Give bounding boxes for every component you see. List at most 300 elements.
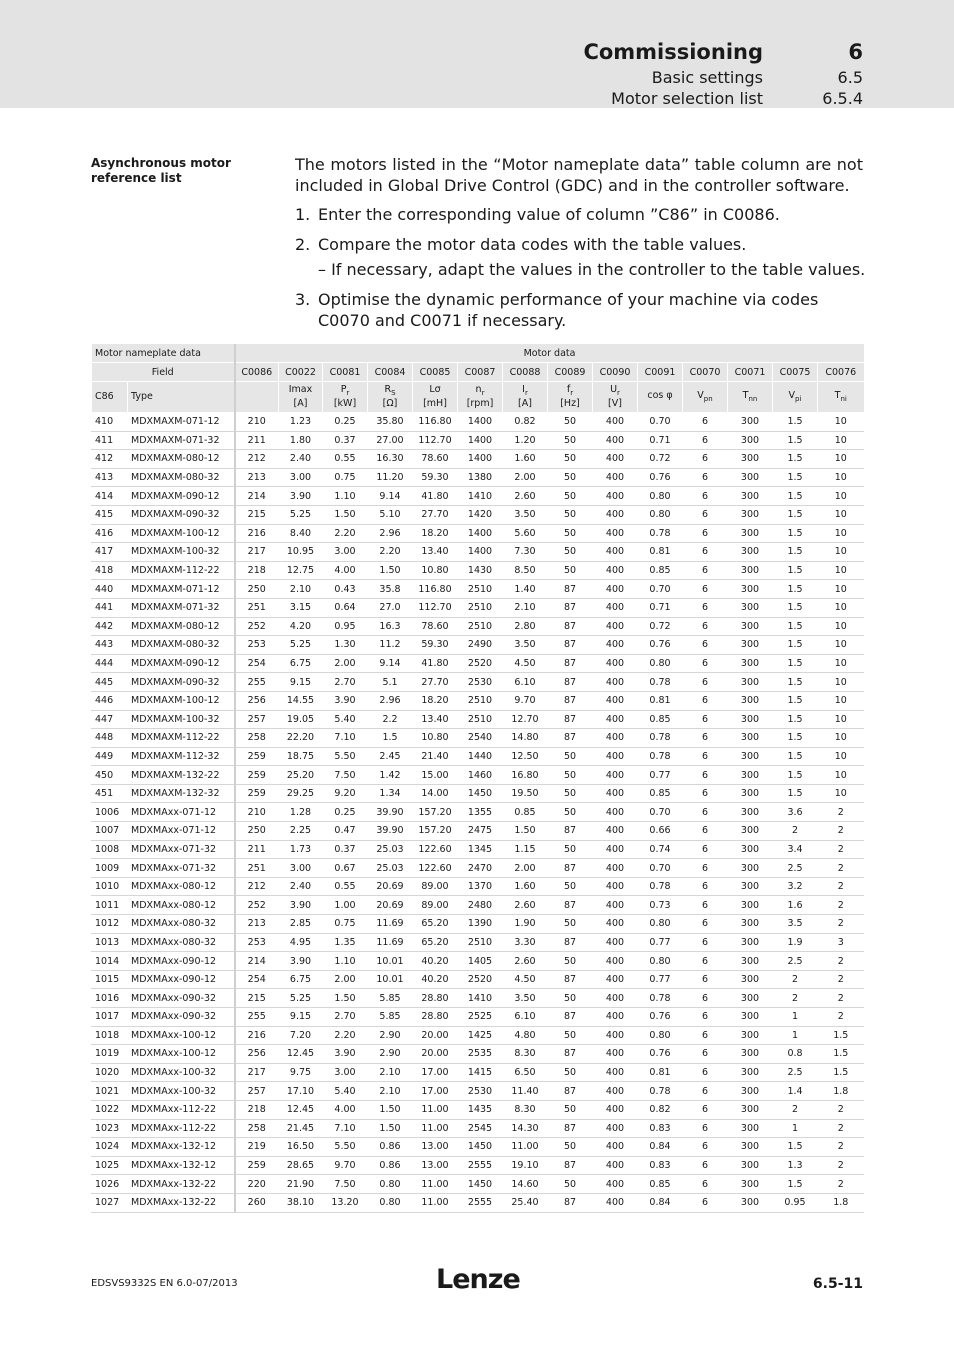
table-cell: 10.01 <box>368 970 413 989</box>
table-cell: 216 <box>235 1026 279 1045</box>
table-cell: MDXMAXM-071-32 <box>128 431 235 450</box>
table-cell: 414 <box>92 487 128 506</box>
table-cell: 13.00 <box>413 1156 458 1175</box>
table-cell: 65.20 <box>413 915 458 934</box>
table-cell: 7.50 <box>323 1175 368 1194</box>
table-cell: 20.69 <box>368 877 413 896</box>
table-cell: 2 <box>818 915 864 934</box>
table-cell: 1.8 <box>818 1193 864 1212</box>
table-cell: 9.70 <box>503 691 548 710</box>
table-cell: 0.80 <box>638 654 683 673</box>
table-cell: 6 <box>683 729 728 748</box>
table-cell: 6 <box>683 859 728 878</box>
table-cell: 10 <box>818 431 864 450</box>
table-cell: 1 <box>773 1119 818 1138</box>
table-cell: 1.5 <box>773 636 818 655</box>
table-cell: 1380 <box>458 468 503 487</box>
table-cell: 4.50 <box>503 970 548 989</box>
table-cell: 122.60 <box>413 840 458 859</box>
table-cell: 6 <box>683 691 728 710</box>
table-cell: 2535 <box>458 1045 503 1064</box>
table-cell: 16.80 <box>503 766 548 785</box>
table-cell: 1 <box>773 1008 818 1027</box>
table-cell: 400 <box>593 1100 638 1119</box>
table-cell: 0.55 <box>323 450 368 469</box>
table-cell: 300 <box>728 1119 773 1138</box>
table-cell: 17.10 <box>279 1082 323 1101</box>
table-cell: 1.60 <box>503 877 548 896</box>
table-cell: 50 <box>548 952 593 971</box>
table-cell: 10.95 <box>279 543 323 562</box>
table-cell: 0.78 <box>638 729 683 748</box>
table-cell: MDXMAXM-132-22 <box>128 766 235 785</box>
table-cell: 300 <box>728 468 773 487</box>
table-cell: 252 <box>235 896 279 915</box>
table-cell: 400 <box>593 617 638 636</box>
table-cell: 400 <box>593 1045 638 1064</box>
table-cell: 1.5 <box>773 747 818 766</box>
table-cell: 10 <box>818 747 864 766</box>
table-cell: 9.15 <box>279 673 323 692</box>
code-header: C0071 <box>728 363 773 382</box>
table-cell: 2545 <box>458 1119 503 1138</box>
table-cell: 1016 <box>92 989 128 1008</box>
table-row <box>92 729 864 748</box>
table-cell: 10 <box>818 729 864 748</box>
table-cell: 22.20 <box>279 729 323 748</box>
table-cell: 300 <box>728 1008 773 1027</box>
table-cell: 28.80 <box>413 989 458 1008</box>
table-cell: 2 <box>818 822 864 841</box>
table-row <box>92 598 864 617</box>
table-cell: 3.00 <box>323 543 368 562</box>
code-header: C0087 <box>458 363 503 382</box>
table-cell: 5.50 <box>323 1138 368 1157</box>
table-cell: 443 <box>92 636 128 655</box>
table-cell: 116.80 <box>413 580 458 599</box>
table-cell: 1.5 <box>773 710 818 729</box>
table-cell: 9.75 <box>279 1063 323 1082</box>
table-cell: 2 <box>818 1138 864 1157</box>
table-cell: 0.70 <box>638 580 683 599</box>
table-cell: 3.6 <box>773 803 818 822</box>
unit-header: $n_r$ [rpm] <box>458 382 503 413</box>
table-cell: 1020 <box>92 1063 128 1082</box>
table-cell: 1.5 <box>773 654 818 673</box>
table-cell: 256 <box>235 691 279 710</box>
table-cell: 0.81 <box>638 543 683 562</box>
table-cell: 400 <box>593 468 638 487</box>
table-cell: 4.00 <box>323 1100 368 1119</box>
table-cell: 1.5 <box>773 413 818 432</box>
table-cell: 1.5 <box>773 468 818 487</box>
table-row <box>92 431 864 450</box>
table-cell: 400 <box>593 1138 638 1157</box>
table-cell: 2 <box>818 1175 864 1194</box>
table-cell: 1.5 <box>773 487 818 506</box>
table-cell: 8.50 <box>503 561 548 580</box>
table-cell: 0.80 <box>638 487 683 506</box>
code-header: C0084 <box>368 363 413 382</box>
table-cell: 6 <box>683 896 728 915</box>
table-cell: 0.37 <box>323 840 368 859</box>
table-cell: 1460 <box>458 766 503 785</box>
table-cell: 6 <box>683 1119 728 1138</box>
table-cell: 5.40 <box>323 710 368 729</box>
table-cell: 1.50 <box>503 822 548 841</box>
unit-header: $I_r$ [A] <box>503 382 548 413</box>
table-cell: 5.25 <box>279 505 323 524</box>
table-row <box>92 840 864 859</box>
table-cell: 0.80 <box>638 505 683 524</box>
table-cell: 2555 <box>458 1193 503 1212</box>
table-cell: 1.5 <box>773 561 818 580</box>
table-cell: 447 <box>92 710 128 729</box>
table-cell: 220 <box>235 1175 279 1194</box>
table-cell: 400 <box>593 803 638 822</box>
table-cell: 2 <box>818 1156 864 1175</box>
table-cell: 300 <box>728 1100 773 1119</box>
table-cell: 1018 <box>92 1026 128 1045</box>
table-cell: 300 <box>728 561 773 580</box>
table-cell: MDXMAxx-090-32 <box>128 1008 235 1027</box>
table-cell: 2.60 <box>503 952 548 971</box>
table-cell: 400 <box>593 1008 638 1027</box>
table-cell: 300 <box>728 989 773 1008</box>
table-cell: 1008 <box>92 840 128 859</box>
table-cell: 11.40 <box>503 1082 548 1101</box>
table-row <box>92 803 864 822</box>
table-cell: 10 <box>818 524 864 543</box>
table-row <box>92 468 864 487</box>
table-cell: MDXMAXM-090-32 <box>128 505 235 524</box>
table-cell: MDXMAxx-132-12 <box>128 1156 235 1175</box>
table-cell: 3.90 <box>323 1045 368 1064</box>
table-cell: 6 <box>683 989 728 1008</box>
table-cell: 2 <box>818 1008 864 1027</box>
table-cell: 41.80 <box>413 654 458 673</box>
table-cell: 0.81 <box>638 1063 683 1082</box>
table-cell: 1.40 <box>503 580 548 599</box>
code-header: C0022 <box>279 363 323 382</box>
table-cell: 212 <box>235 450 279 469</box>
table-cell: 1.80 <box>279 431 323 450</box>
motor-reference-table <box>91 344 864 1213</box>
table-cell: 0.66 <box>638 822 683 841</box>
table-cell: MDXMAXM-080-32 <box>128 468 235 487</box>
table-cell: 50 <box>548 524 593 543</box>
table-cell: 1006 <box>92 803 128 822</box>
unit-header: $V_{pn}$ <box>683 382 728 413</box>
table-cell: 50 <box>548 487 593 506</box>
table-cell: 400 <box>593 952 638 971</box>
table-cell: 50 <box>548 543 593 562</box>
table-cell: 400 <box>593 729 638 748</box>
table-cell: 6 <box>683 431 728 450</box>
table-cell: 0.95 <box>323 617 368 636</box>
table-cell: 87 <box>548 822 593 841</box>
table-cell: 400 <box>593 784 638 803</box>
table-cell: 78.60 <box>413 450 458 469</box>
code-header: C0089 <box>548 363 593 382</box>
table-cell: 0.78 <box>638 747 683 766</box>
table-cell: 5.50 <box>323 747 368 766</box>
table-cell: 50 <box>548 1026 593 1045</box>
table-cell: 2540 <box>458 729 503 748</box>
table-cell: 0.76 <box>638 636 683 655</box>
table-cell: 2.10 <box>368 1063 413 1082</box>
table-cell: 2 <box>818 970 864 989</box>
table-cell: 400 <box>593 859 638 878</box>
table-cell: 6 <box>683 580 728 599</box>
table-cell: MDXMAXM-090-12 <box>128 487 235 506</box>
table-cell: 6 <box>683 1138 728 1157</box>
table-cell: 87 <box>548 1045 593 1064</box>
table-cell: 400 <box>593 877 638 896</box>
table-cell: 50 <box>548 431 593 450</box>
step-2-note: – If necessary, adapt the values in the controller to the table values. <box>318 260 866 279</box>
table-cell: 1.5 <box>773 524 818 543</box>
table-cell: 258 <box>235 729 279 748</box>
table-cell: 27.70 <box>413 505 458 524</box>
table-cell: 2 <box>818 1100 864 1119</box>
table-cell: 400 <box>593 989 638 1008</box>
table-cell: 10 <box>818 673 864 692</box>
table-cell: 10 <box>818 766 864 785</box>
unit-header: Lσ [mH] <box>413 382 458 413</box>
table-cell: 1.5 <box>773 784 818 803</box>
table-cell: 2.96 <box>368 524 413 543</box>
table-cell: 0.77 <box>638 933 683 952</box>
table-cell: 10 <box>818 636 864 655</box>
table-cell: 4.80 <box>503 1026 548 1045</box>
table-cell: 300 <box>728 1045 773 1064</box>
table-cell: 3.00 <box>279 468 323 487</box>
table-cell: 2 <box>818 989 864 1008</box>
table-cell: 1.10 <box>323 487 368 506</box>
table-cell: 213 <box>235 468 279 487</box>
table-cell: 50 <box>548 413 593 432</box>
table-cell: 1.5 <box>773 673 818 692</box>
table-cell: 50 <box>548 1063 593 1082</box>
table-row <box>92 580 864 599</box>
table-cell: 400 <box>593 505 638 524</box>
table-cell: 1.5 <box>773 543 818 562</box>
table-cell: 5.85 <box>368 989 413 1008</box>
table-cell: 410 <box>92 413 128 432</box>
table-cell: 450 <box>92 766 128 785</box>
table-cell: 6 <box>683 1100 728 1119</box>
table-cell: 3.00 <box>323 1063 368 1082</box>
table-cell: 10 <box>818 617 864 636</box>
table-cell: 300 <box>728 803 773 822</box>
table-cell: 1.50 <box>368 1119 413 1138</box>
table-cell: 10 <box>818 654 864 673</box>
table-cell: 2520 <box>458 654 503 673</box>
table-cell: 50 <box>548 766 593 785</box>
table-cell: 2510 <box>458 617 503 636</box>
table-cell: 3.4 <box>773 840 818 859</box>
table-cell: 257 <box>235 710 279 729</box>
table-cell: 6 <box>683 933 728 952</box>
table-cell: 5.25 <box>279 989 323 1008</box>
table-cell: MDXMAXM-100-32 <box>128 710 235 729</box>
table-cell: 13.20 <box>323 1193 368 1212</box>
table-cell: 2 <box>818 859 864 878</box>
table-cell: 1420 <box>458 505 503 524</box>
table-cell: 1.5 <box>368 729 413 748</box>
table-cell: 12.45 <box>279 1100 323 1119</box>
table-row <box>92 989 864 1008</box>
table-cell: 89.00 <box>413 896 458 915</box>
table-cell: 218 <box>235 561 279 580</box>
table-cell: 444 <box>92 654 128 673</box>
table-cell: MDXMAxx-071-32 <box>128 859 235 878</box>
table-cell: MDXMAXM-112-32 <box>128 747 235 766</box>
table-cell: 50 <box>548 803 593 822</box>
table-cell: 3.50 <box>503 989 548 1008</box>
table-cell: 50 <box>548 468 593 487</box>
table-cell: 1022 <box>92 1100 128 1119</box>
table-cell: 6.50 <box>503 1063 548 1082</box>
table-cell: 4.20 <box>279 617 323 636</box>
table-cell: 1012 <box>92 915 128 934</box>
table-cell: 254 <box>235 970 279 989</box>
table-cell: 10.80 <box>413 561 458 580</box>
table-cell: 9.70 <box>323 1156 368 1175</box>
table-cell: 0.76 <box>638 468 683 487</box>
table-cell: 1400 <box>458 543 503 562</box>
table-cell: 0.80 <box>638 1026 683 1045</box>
table-cell: 1.50 <box>323 505 368 524</box>
table-cell: 50 <box>548 989 593 1008</box>
table-cell: 1021 <box>92 1082 128 1101</box>
table-cell: 417 <box>92 543 128 562</box>
subsection-heading: Motor selection list 6.5.4 <box>611 89 863 108</box>
table-cell: 1 <box>773 1026 818 1045</box>
table-cell: 1435 <box>458 1100 503 1119</box>
table-cell: 1.42 <box>368 766 413 785</box>
unit-header: $T_{nn}$ <box>728 382 773 413</box>
table-cell: 6 <box>683 840 728 859</box>
table-cell: 300 <box>728 1156 773 1175</box>
table-cell: 2.20 <box>323 524 368 543</box>
table-cell: 1.73 <box>279 840 323 859</box>
col-c86: C86 <box>92 382 128 413</box>
table-cell: 2.90 <box>368 1026 413 1045</box>
table-cell: 5.10 <box>368 505 413 524</box>
code-header: C0085 <box>413 363 458 382</box>
table-cell: 2525 <box>458 1008 503 1027</box>
table-cell: 258 <box>235 1119 279 1138</box>
step-1: 1. Enter the corresponding value of column ”C86” in C0086. <box>295 205 780 224</box>
table-cell: 0.55 <box>323 877 368 896</box>
table-cell: 2.00 <box>323 654 368 673</box>
table-cell: MDXMAxx-071-12 <box>128 822 235 841</box>
table-cell: 19.50 <box>503 784 548 803</box>
table-cell: 3.90 <box>279 952 323 971</box>
table-cell: 12.45 <box>279 1045 323 1064</box>
table-cell: 78.60 <box>413 617 458 636</box>
table-cell: 14.60 <box>503 1175 548 1194</box>
table-cell: 440 <box>92 580 128 599</box>
table-cell: 3.50 <box>503 636 548 655</box>
table-cell: 1370 <box>458 877 503 896</box>
table-cell: 1.5 <box>773 1175 818 1194</box>
table-cell: 0.83 <box>638 1156 683 1175</box>
table-cell: 0.43 <box>323 580 368 599</box>
table-cell: 0.78 <box>638 1082 683 1101</box>
table-cell: 50 <box>548 561 593 580</box>
table-cell: 442 <box>92 617 128 636</box>
table-cell: 4.00 <box>323 561 368 580</box>
table-cell: 214 <box>235 952 279 971</box>
table-cell: 300 <box>728 598 773 617</box>
table-cell: 39.90 <box>368 822 413 841</box>
table-cell: 1.28 <box>279 803 323 822</box>
table-cell: 112.70 <box>413 598 458 617</box>
table-cell: 8.30 <box>503 1100 548 1119</box>
table-cell: 2.20 <box>323 1026 368 1045</box>
table-cell: 10 <box>818 450 864 469</box>
table-cell: 2490 <box>458 636 503 655</box>
table-cell: MDXMAXM-080-12 <box>128 450 235 469</box>
table-cell: 1.50 <box>368 561 413 580</box>
table-cell: 1.5 <box>773 580 818 599</box>
table-cell: 1400 <box>458 524 503 543</box>
table-cell: 300 <box>728 1082 773 1101</box>
table-cell: 6.10 <box>503 1008 548 1027</box>
table-cell: 1410 <box>458 989 503 1008</box>
table-cell: MDXMAxx-100-32 <box>128 1063 235 1082</box>
table-cell: 10 <box>818 561 864 580</box>
code-header: C0076 <box>818 363 864 382</box>
table-cell: 400 <box>593 691 638 710</box>
table-cell: 11.00 <box>413 1193 458 1212</box>
table-cell: 6 <box>683 1082 728 1101</box>
table-cell: 10 <box>818 413 864 432</box>
table-cell: 2.40 <box>279 877 323 896</box>
table-cell: 3.00 <box>279 859 323 878</box>
table-cell: 35.8 <box>368 580 413 599</box>
table-cell: 211 <box>235 431 279 450</box>
table-row <box>92 747 864 766</box>
table-cell: 87 <box>548 691 593 710</box>
code-header: C0090 <box>593 363 638 382</box>
table-cell: 250 <box>235 580 279 599</box>
table-cell: 50 <box>548 915 593 934</box>
table-cell: 0.81 <box>638 691 683 710</box>
side-heading: Asynchronous motor reference list <box>91 156 231 185</box>
table-cell: 21.40 <box>413 747 458 766</box>
table-cell: 259 <box>235 747 279 766</box>
table-cell: 10 <box>818 505 864 524</box>
table-cell: 13.40 <box>413 710 458 729</box>
table-cell: 300 <box>728 840 773 859</box>
table-cell: 1014 <box>92 952 128 971</box>
col-type: Type <box>128 382 235 413</box>
table-cell: 2.10 <box>503 598 548 617</box>
table-cell: 250 <box>235 822 279 841</box>
table-cell: 1405 <box>458 952 503 971</box>
table-cell: 6 <box>683 468 728 487</box>
table-cell: 2.70 <box>323 673 368 692</box>
table-cell: 2.85 <box>279 915 323 934</box>
table-cell: 0.84 <box>638 1138 683 1157</box>
table-cell: 400 <box>593 636 638 655</box>
table-cell: 0.71 <box>638 431 683 450</box>
table-cell: 50 <box>548 1100 593 1119</box>
